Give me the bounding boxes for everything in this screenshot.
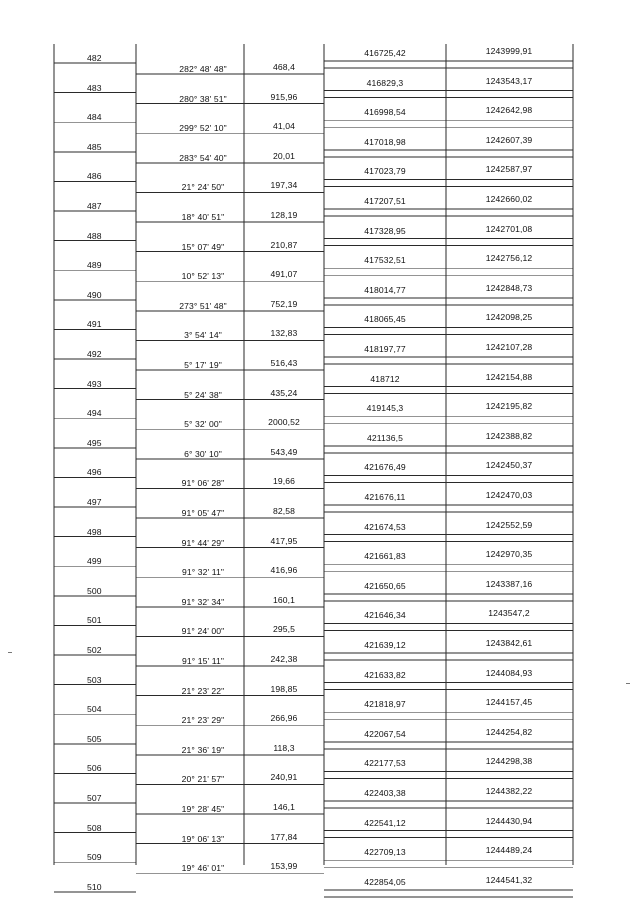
point-number: 487 — [87, 201, 102, 211]
coordinate-x: 417018,98 — [364, 136, 406, 147]
point-number: 485 — [87, 141, 102, 152]
segment-distance: 543,49 — [270, 446, 298, 457]
point-number: 497 — [87, 497, 102, 507]
coordinate-y: 1242552,59 — [485, 519, 533, 530]
coordinate-y: 1242195,82 — [485, 401, 533, 412]
coordinate-x: 422067,54 — [364, 728, 406, 739]
point-number: 488 — [87, 230, 102, 241]
segment-distance: 160,1 — [272, 594, 295, 605]
coordinate-x: 421136,5 — [366, 432, 403, 443]
coordinate-y: 1244084,93 — [485, 667, 533, 678]
segment-distance: 210,87 — [270, 239, 298, 250]
direction-angle: 91° 15' 11" — [181, 656, 225, 666]
point-number: 486 — [87, 171, 102, 182]
segment-distance: 19,66 — [272, 476, 295, 487]
coordinate-x: 422403,38 — [364, 788, 406, 798]
coordinate-y: 1244298,38 — [485, 756, 533, 767]
segment-distance: 82,58 — [272, 506, 295, 516]
point-number: 483 — [87, 82, 102, 93]
coordinate-y: 1242660,02 — [485, 194, 533, 204]
direction-angle: 21° 23' 22" — [181, 685, 225, 696]
point-number: 491 — [87, 319, 102, 330]
coordinate-x: 418712 — [370, 373, 400, 384]
direction-angle: 21° 24' 50" — [181, 182, 225, 193]
coordinate-x: 419145,3 — [366, 403, 404, 414]
coordinate-y: 1243547,2 — [488, 608, 530, 619]
coordinate-x: 422854,05 — [364, 876, 406, 887]
coordinate-x: 421676,11 — [364, 492, 406, 502]
segment-distance: 41,04 — [272, 121, 295, 132]
segment-distance: 128,19 — [270, 210, 298, 220]
segment-distance: 242,38 — [270, 654, 298, 664]
coordinate-x: 416725,42 — [364, 48, 406, 58]
coordinate-x: 421633,82 — [364, 669, 406, 680]
point-number: 501 — [87, 615, 102, 626]
point-number: 489 — [87, 260, 102, 271]
direction-angle: 91° 32' 11" — [181, 567, 225, 578]
direction-angle: 21° 23' 29" — [181, 715, 225, 726]
segment-distance: 240,91 — [270, 772, 298, 783]
coordinate-x: 418197,77 — [364, 344, 406, 354]
segment-distance: 118,3 — [273, 742, 295, 753]
direction-angle: 91° 44' 29" — [181, 537, 225, 548]
coordinate-y: 1242450,37 — [485, 460, 533, 471]
segment-distance: 132,83 — [270, 328, 298, 339]
coordinate-y: 1244157,45 — [485, 697, 533, 708]
direction-angle: 5° 24' 38" — [184, 389, 222, 400]
coordinate-y: 1242607,39 — [485, 134, 533, 145]
coordinate-x: 417023,79 — [364, 166, 406, 177]
coordinate-x: 416829,3 — [366, 77, 404, 88]
segment-distance: 752,19 — [270, 298, 298, 309]
point-number: 494 — [87, 408, 102, 419]
point-number: 492 — [87, 349, 102, 359]
coordinate-x: 421674,53 — [364, 521, 406, 532]
segment-distance: 915,96 — [270, 91, 298, 102]
coordinate-x: 421646,34 — [364, 610, 406, 621]
point-number: 510 — [87, 881, 102, 892]
segment-distance: 266,96 — [270, 713, 298, 724]
segment-distance: 417,95 — [270, 535, 298, 546]
coordinate-y: 1243842,61 — [485, 638, 533, 648]
segment-distance: 198,85 — [270, 683, 298, 694]
segment-distance: 516,43 — [270, 358, 298, 368]
direction-angle: 21° 36' 19" — [181, 744, 225, 755]
direction-angle: 283° 54' 40" — [179, 152, 227, 163]
coordinate-y: 1244430,94 — [485, 815, 533, 826]
coordinate-y: 1242848,73 — [485, 282, 533, 293]
point-number: 484 — [87, 112, 102, 123]
segment-distance: 153,99 — [270, 861, 298, 872]
point-number: 508 — [87, 822, 102, 833]
point-number: 498 — [87, 526, 102, 537]
direction-angle: 3° 54' 14" — [184, 330, 222, 341]
direction-angle: 91° 24' 00" — [181, 626, 225, 637]
point-number: 507 — [87, 793, 102, 803]
coordinate-y: 1242388,82 — [485, 430, 533, 441]
coordinate-y: 1242587,97 — [485, 164, 533, 175]
coordinate-x: 417207,51 — [364, 196, 406, 206]
point-number: 502 — [87, 645, 102, 655]
point-number: 505 — [87, 733, 102, 744]
coordinate-x: 416998,54 — [364, 107, 406, 118]
coordinate-y: 1244489,24 — [485, 845, 533, 856]
segment-distance: 177,84 — [270, 831, 298, 842]
segment-distance: 491,07 — [270, 269, 298, 280]
direction-angle: 273° 51' 48" — [179, 300, 227, 311]
direction-angle: 91° 32' 34" — [181, 596, 225, 607]
scan-artifact-right — [626, 683, 630, 684]
segment-distance: 197,34 — [270, 180, 298, 191]
direction-angle: 19° 06' 13" — [181, 833, 225, 844]
coordinate-y: 1242970,35 — [485, 549, 533, 560]
point-number: 504 — [87, 704, 102, 715]
direction-angle: 19° 28' 45" — [181, 804, 225, 814]
direction-angle: 15° 07' 49" — [181, 241, 225, 252]
segment-distance: 468,4 — [272, 62, 295, 72]
coordinate-x: 417532,51 — [364, 255, 406, 266]
direction-angle: 282° 48' 48" — [179, 64, 227, 74]
direction-angle: 10° 52' 13" — [181, 271, 225, 282]
point-number: 509 — [87, 852, 102, 863]
coordinate-y: 1242701,08 — [485, 223, 533, 234]
point-number: 495 — [87, 437, 102, 448]
point-number: 506 — [87, 763, 102, 774]
direction-angle: 280° 38' 51" — [179, 93, 227, 104]
direction-angle: 299° 52' 10" — [179, 123, 227, 134]
direction-angle: 19° 46' 01" — [181, 863, 225, 874]
point-number: 490 — [87, 289, 102, 300]
coordinate-y: 1243387,16 — [485, 578, 533, 589]
segment-distance: 20,01 — [272, 150, 295, 161]
direction-angle: 5° 17' 19" — [184, 360, 222, 370]
direction-angle: 20° 21' 57" — [181, 774, 225, 785]
direction-angle: 6° 30' 10" — [184, 448, 222, 459]
coordinate-y: 1244382,22 — [485, 786, 533, 796]
direction-angle: 5° 32' 00" — [184, 419, 222, 430]
direction-angle: 18° 40' 51" — [181, 212, 225, 222]
segment-distance: 295,5 — [272, 624, 295, 635]
coordinate-y: 1244254,82 — [485, 726, 533, 737]
coordinate-x: 417328,95 — [364, 225, 406, 236]
segment-distance: 435,24 — [270, 387, 298, 398]
point-number: 503 — [87, 674, 102, 685]
point-number: 482 — [87, 53, 102, 63]
point-number: 493 — [87, 378, 102, 389]
segment-distance: 416,96 — [270, 565, 298, 576]
segment-distance: 2000,52 — [268, 417, 300, 428]
coordinate-x: 422709,13 — [364, 847, 406, 858]
coordinate-y: 1242756,12 — [485, 253, 533, 264]
coordinate-x: 418065,45 — [364, 314, 406, 325]
coordinate-x: 421676,49 — [364, 462, 406, 473]
coordinate-y: 1244541,32 — [485, 874, 533, 885]
coordinate-y: 1242642,98 — [485, 105, 533, 116]
coordinate-y: 1242107,28 — [485, 342, 533, 352]
coordinate-y: 1242470,03 — [485, 490, 533, 500]
coordinate-x: 418014,77 — [364, 284, 406, 295]
coordinate-x: 421661,83 — [364, 551, 406, 562]
coordinate-x: 421639,12 — [364, 640, 406, 650]
direction-angle: 91° 05' 47" — [181, 508, 225, 518]
coordinate-y: 1243999,91 — [485, 46, 533, 56]
coordinate-y: 1242098,25 — [485, 312, 533, 323]
direction-angle: 91° 06' 28" — [181, 478, 225, 489]
coordinate-x: 421650,65 — [364, 580, 406, 591]
segment-distance: 146,1 — [272, 802, 295, 812]
point-number: 500 — [87, 585, 102, 596]
coordinate-x: 421818,97 — [364, 699, 406, 710]
scan-artifact-left — [8, 652, 12, 653]
coordinate-x: 422177,53 — [364, 758, 406, 769]
point-number: 496 — [87, 467, 102, 478]
coordinate-x: 422541,12 — [364, 817, 406, 828]
coordinate-y: 1243543,17 — [485, 75, 533, 86]
point-number: 499 — [87, 556, 102, 567]
coordinate-y: 1242154,88 — [485, 371, 533, 382]
